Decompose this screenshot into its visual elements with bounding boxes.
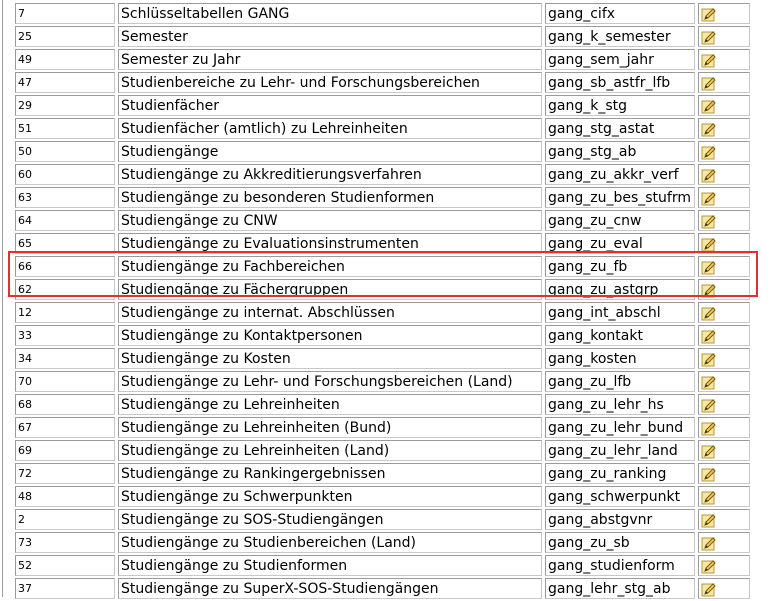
row-name-cell: Studiengänge — [118, 141, 542, 162]
row-id-cell: 73 — [15, 532, 115, 553]
row-name-cell: Studiengänge zu Schwerpunkten — [118, 486, 542, 507]
table-row[interactable] — [15, 26, 750, 47]
row-edit-cell[interactable] — [698, 578, 750, 599]
row-table-cell: gang_zu_sb — [545, 532, 695, 553]
row-name-cell: Studiengänge zu Akkreditierungsverfahren — [118, 164, 542, 185]
row-name-cell: Studiengänge zu Lehreinheiten (Bund) — [118, 417, 542, 438]
row-id-cell: 25 — [15, 26, 115, 47]
table-row[interactable] — [15, 95, 750, 116]
row-edit-cell[interactable] — [698, 141, 750, 162]
table-row[interactable] — [15, 279, 750, 300]
row-name-cell: Studiengänge zu Lehr- und Forschungsbereichen (Land) — [118, 371, 542, 392]
edit-pencil-icon[interactable] — [701, 444, 717, 460]
row-edit-cell[interactable] — [698, 463, 750, 484]
row-edit-cell[interactable] — [698, 95, 750, 116]
row-name-cell: Studiengänge zu CNW — [118, 210, 542, 231]
row-table-cell: gang_lehr_stg_ab — [545, 578, 695, 599]
edit-pencil-icon[interactable] — [701, 352, 717, 368]
table-row[interactable] — [15, 187, 750, 208]
table-row[interactable] — [15, 3, 750, 24]
row-name-cell: Studiengänge zu Fächergruppen — [118, 279, 542, 300]
table-row[interactable] — [15, 555, 750, 576]
table-row[interactable] — [15, 394, 750, 415]
edit-pencil-icon[interactable] — [701, 53, 717, 69]
table-row[interactable] — [15, 141, 750, 162]
row-id-cell: 64 — [15, 210, 115, 231]
row-name-cell: Studiengänge zu besonderen Studienformen — [118, 187, 542, 208]
table-list — [12, 1, 753, 601]
row-id-cell: 50 — [15, 141, 115, 162]
row-edit-cell[interactable] — [698, 233, 750, 254]
table-row[interactable] — [15, 348, 750, 369]
table-row[interactable] — [15, 256, 750, 277]
row-name-cell: Studiengänge zu Kosten — [118, 348, 542, 369]
edit-pencil-icon[interactable] — [701, 536, 717, 552]
row-edit-cell[interactable] — [698, 325, 750, 346]
row-id-cell: 60 — [15, 164, 115, 185]
row-id-cell: 62 — [15, 279, 115, 300]
row-table-cell: gang_k_stg — [545, 95, 695, 116]
row-id-cell: 67 — [15, 417, 115, 438]
row-id-cell: 51 — [15, 118, 115, 139]
edit-pencil-icon[interactable] — [701, 237, 717, 253]
row-id-cell: 65 — [15, 233, 115, 254]
row-id-cell: 70 — [15, 371, 115, 392]
row-name-cell: Studiengänge zu SOS-Studiengängen — [118, 509, 542, 530]
row-table-cell: gang_zu_cnw — [545, 210, 695, 231]
row-table-cell: gang_kosten — [545, 348, 695, 369]
edit-pencil-icon[interactable] — [701, 329, 717, 345]
row-id-cell: 47 — [15, 72, 115, 93]
row-table-cell: gang_zu_fb — [545, 256, 695, 277]
table-row[interactable] — [15, 371, 750, 392]
row-edit-cell[interactable] — [698, 279, 750, 300]
row-id-cell: 34 — [15, 348, 115, 369]
row-table-cell: gang_stg_ab — [545, 141, 695, 162]
row-name-cell: Studiengänge zu Lehreinheiten (Land) — [118, 440, 542, 461]
row-table-cell: gang_studienform — [545, 555, 695, 576]
row-name-cell: Studiengänge zu Fachbereichen — [118, 256, 542, 277]
table-row[interactable] — [15, 164, 750, 185]
row-edit-cell[interactable] — [698, 26, 750, 47]
row-name-cell: Studiengänge zu internat. Abschlüssen — [118, 302, 542, 323]
row-edit-cell[interactable] — [698, 3, 750, 24]
row-name-cell: Studienbereiche zu Lehr- und Forschungsbereichen — [118, 72, 542, 93]
row-table-cell: gang_zu_lehr_hs — [545, 394, 695, 415]
row-name-cell: Studienfächer — [118, 95, 542, 116]
edit-pencil-icon[interactable] — [701, 76, 717, 92]
table-row[interactable] — [15, 509, 750, 530]
edit-pencil-icon[interactable] — [701, 168, 717, 184]
row-table-cell: gang_schwerpunkt — [545, 486, 695, 507]
row-id-cell: 68 — [15, 394, 115, 415]
edit-pencil-icon[interactable] — [701, 99, 717, 115]
row-table-cell: gang_zu_eval — [545, 233, 695, 254]
row-table-cell: gang_zu_lehr_bund — [545, 417, 695, 438]
row-edit-cell[interactable] — [698, 509, 750, 530]
row-id-cell: 66 — [15, 256, 115, 277]
row-id-cell: 7 — [15, 3, 115, 24]
row-edit-cell[interactable] — [698, 49, 750, 70]
row-id-cell: 48 — [15, 486, 115, 507]
row-id-cell: 69 — [15, 440, 115, 461]
edit-pencil-icon[interactable] — [701, 582, 717, 598]
row-name-cell: Schlüsseltabellen GANG — [118, 3, 542, 24]
row-id-cell: 52 — [15, 555, 115, 576]
row-name-cell: Studiengänge zu SuperX-SOS-Studiengängen — [118, 578, 542, 599]
row-name-cell: Studiengänge zu Rankingergebnissen — [118, 463, 542, 484]
row-edit-cell[interactable] — [698, 394, 750, 415]
row-edit-cell[interactable] — [698, 187, 750, 208]
row-edit-cell[interactable] — [698, 532, 750, 553]
row-id-cell: 12 — [15, 302, 115, 323]
edit-pencil-icon[interactable] — [701, 490, 717, 506]
row-edit-cell[interactable] — [698, 417, 750, 438]
row-edit-cell[interactable] — [698, 72, 750, 93]
row-table-cell: gang_stg_astat — [545, 118, 695, 139]
edit-pencil-icon[interactable] — [701, 214, 717, 230]
table-row[interactable] — [15, 532, 750, 553]
row-name-cell: Semester — [118, 26, 542, 47]
row-table-cell: gang_zu_bes_stufrm — [545, 187, 695, 208]
row-table-cell: gang_zu_ranking — [545, 463, 695, 484]
edit-pencil-icon[interactable] — [701, 122, 717, 138]
row-table-cell: gang_zu_lfb — [545, 371, 695, 392]
row-name-cell: Studiengänge zu Kontaktpersonen — [118, 325, 542, 346]
row-id-cell: 29 — [15, 95, 115, 116]
row-table-cell: gang_sb_astfr_lfb — [545, 72, 695, 93]
row-edit-cell[interactable] — [698, 302, 750, 323]
row-edit-cell[interactable] — [698, 256, 750, 277]
row-edit-cell[interactable] — [698, 164, 750, 185]
row-table-cell: gang_int_abschl — [545, 302, 695, 323]
edit-pencil-icon[interactable] — [701, 191, 717, 207]
table-row[interactable] — [15, 233, 750, 254]
table-row[interactable] — [15, 578, 750, 599]
row-name-cell: Studienfächer (amtlich) zu Lehreinheiten — [118, 118, 542, 139]
row-table-cell: gang_sem_jahr — [545, 49, 695, 70]
row-table-cell: gang_abstgvnr — [545, 509, 695, 530]
row-edit-cell[interactable] — [698, 486, 750, 507]
table-row[interactable] — [15, 463, 750, 484]
row-edit-cell[interactable] — [698, 440, 750, 461]
row-name-cell: Semester zu Jahr — [118, 49, 542, 70]
row-table-cell: gang_kontakt — [545, 325, 695, 346]
row-edit-cell[interactable] — [698, 118, 750, 139]
table-row[interactable] — [15, 417, 750, 438]
row-id-cell: 2 — [15, 509, 115, 530]
table-row[interactable] — [15, 302, 750, 323]
row-name-cell: Studiengänge zu Studienformen — [118, 555, 542, 576]
row-id-cell: 37 — [15, 578, 115, 599]
row-name-cell: Studiengänge zu Evaluationsinstrumenten — [118, 233, 542, 254]
table-row[interactable] — [15, 440, 750, 461]
row-table-cell: gang_zu_lehr_land — [545, 440, 695, 461]
edit-pencil-icon[interactable] — [701, 283, 717, 299]
edit-pencil-icon[interactable] — [701, 30, 717, 46]
row-name-cell: Studiengänge zu Lehreinheiten — [118, 394, 542, 415]
table-row[interactable] — [15, 118, 750, 139]
edit-pencil-icon[interactable] — [701, 145, 717, 161]
row-id-cell: 49 — [15, 49, 115, 70]
row-table-cell: gang_zu_astgrp — [545, 279, 695, 300]
edit-pencil-icon[interactable] — [701, 260, 717, 276]
row-edit-cell[interactable] — [698, 371, 750, 392]
row-table-cell: gang_cifx — [545, 3, 695, 24]
row-edit-cell[interactable] — [698, 348, 750, 369]
row-name-cell: Studiengänge zu Studienbereichen (Land) — [118, 532, 542, 553]
frame-left-edge — [2, 0, 3, 597]
edit-pencil-icon[interactable] — [701, 7, 717, 23]
table-row[interactable] — [15, 210, 750, 231]
edit-pencil-icon[interactable] — [701, 513, 717, 529]
edit-pencil-icon[interactable] — [701, 375, 717, 391]
table-row[interactable] — [15, 325, 750, 346]
row-edit-cell[interactable] — [698, 555, 750, 576]
row-id-cell: 72 — [15, 463, 115, 484]
row-id-cell: 63 — [15, 187, 115, 208]
row-edit-cell[interactable] — [698, 210, 750, 231]
row-table-cell: gang_zu_akkr_verf — [545, 164, 695, 185]
row-table-cell: gang_k_semester — [545, 26, 695, 47]
edit-pencil-icon[interactable] — [701, 559, 717, 575]
edit-pencil-icon[interactable] — [701, 398, 717, 414]
table-row[interactable] — [15, 49, 750, 70]
table-row[interactable] — [15, 72, 750, 93]
edit-pencil-icon[interactable] — [701, 421, 717, 437]
table-row[interactable] — [15, 486, 750, 507]
edit-pencil-icon[interactable] — [701, 467, 717, 483]
row-id-cell: 33 — [15, 325, 115, 346]
edit-pencil-icon[interactable] — [701, 306, 717, 322]
